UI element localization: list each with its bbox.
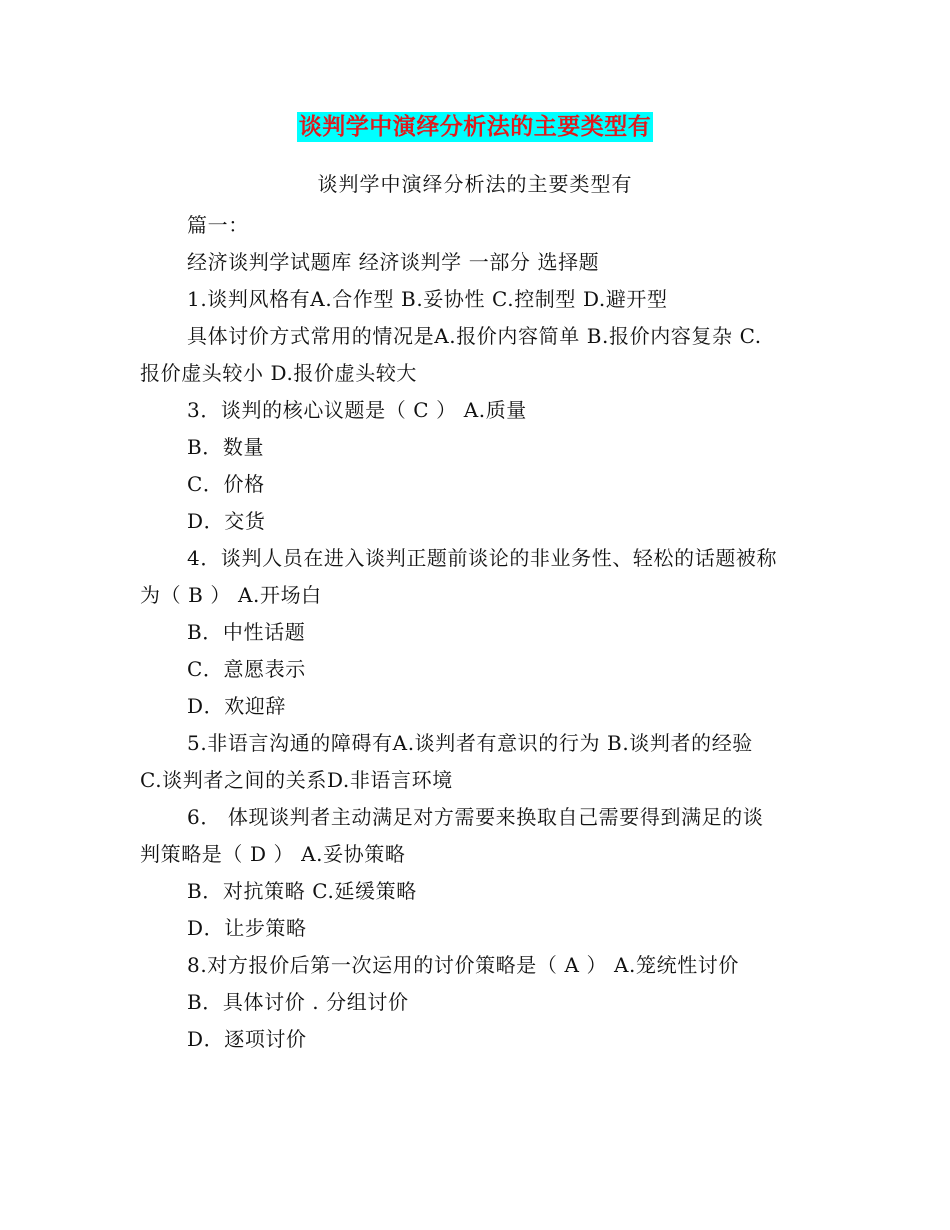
paragraph-line: D．逐项讨价 [187, 1027, 307, 1051]
paragraph-line: 经济谈判学试题库 经济谈判学 一部分 选择题 [187, 250, 600, 274]
paragraph-line: 报价虚头较小 D.报价虚头较大 [140, 361, 418, 385]
paragraph-line: D．欢迎辞 [187, 694, 287, 718]
document-subtitle: 谈判学中演绎分析法的主要类型有 [317, 172, 633, 196]
paragraph-line: B．具体讨价 . 分组讨价 [187, 990, 409, 1014]
paragraph-line: 具体讨价方式常用的情况是A.报价内容简单 B.报价内容复杂 C. [187, 324, 762, 348]
paragraph-line: B．中性话题 [187, 620, 306, 644]
paragraph-line: 判策略是（ D ） A.妥协策略 [140, 842, 406, 866]
paragraph-line: 1.谈判风格有A.合作型 B.妥协性 C.控制型 D.避开型 [187, 287, 668, 311]
paragraph-line: C．意愿表示 [187, 657, 306, 681]
paragraph-line: D．让步策略 [187, 916, 307, 940]
paragraph-line: D．交货 [187, 509, 266, 533]
paragraph-line: B．数量 [187, 435, 265, 459]
paragraph-line: 4．谈判人员在进入谈判正题前谈论的非业务性、轻松的话题被称 [187, 546, 778, 570]
document-title: 谈判学中演绎分析法的主要类型有 [298, 114, 652, 140]
paragraph-line: 6． 体现谈判者主动满足对方需要来换取自己需要得到满足的谈 [187, 805, 764, 829]
paragraph-line: 3．谈判的核心议题是（ C ） A.质量 [187, 398, 527, 422]
title-container [0, 112, 950, 142]
paragraph-line: 篇一： [187, 213, 249, 237]
paragraph-line: C.谈判者之间的关系D.非语言环境 [140, 768, 453, 792]
paragraph-line: 为（ B ） A.开场白 [140, 583, 322, 607]
paragraph-line: C．价格 [187, 472, 265, 496]
document-body [140, 207, 820, 1058]
paragraph-line: 5.非语言沟通的障碍有A.谈判者有意识的行为 B.谈判者的经验 [187, 731, 753, 755]
paragraph-line: 8.对方报价后第一次运用的讨价策略是（ A ） A.笼统性讨价 [187, 953, 739, 977]
paragraph-line: B．对抗策略 C.延缓策略 [187, 879, 417, 903]
